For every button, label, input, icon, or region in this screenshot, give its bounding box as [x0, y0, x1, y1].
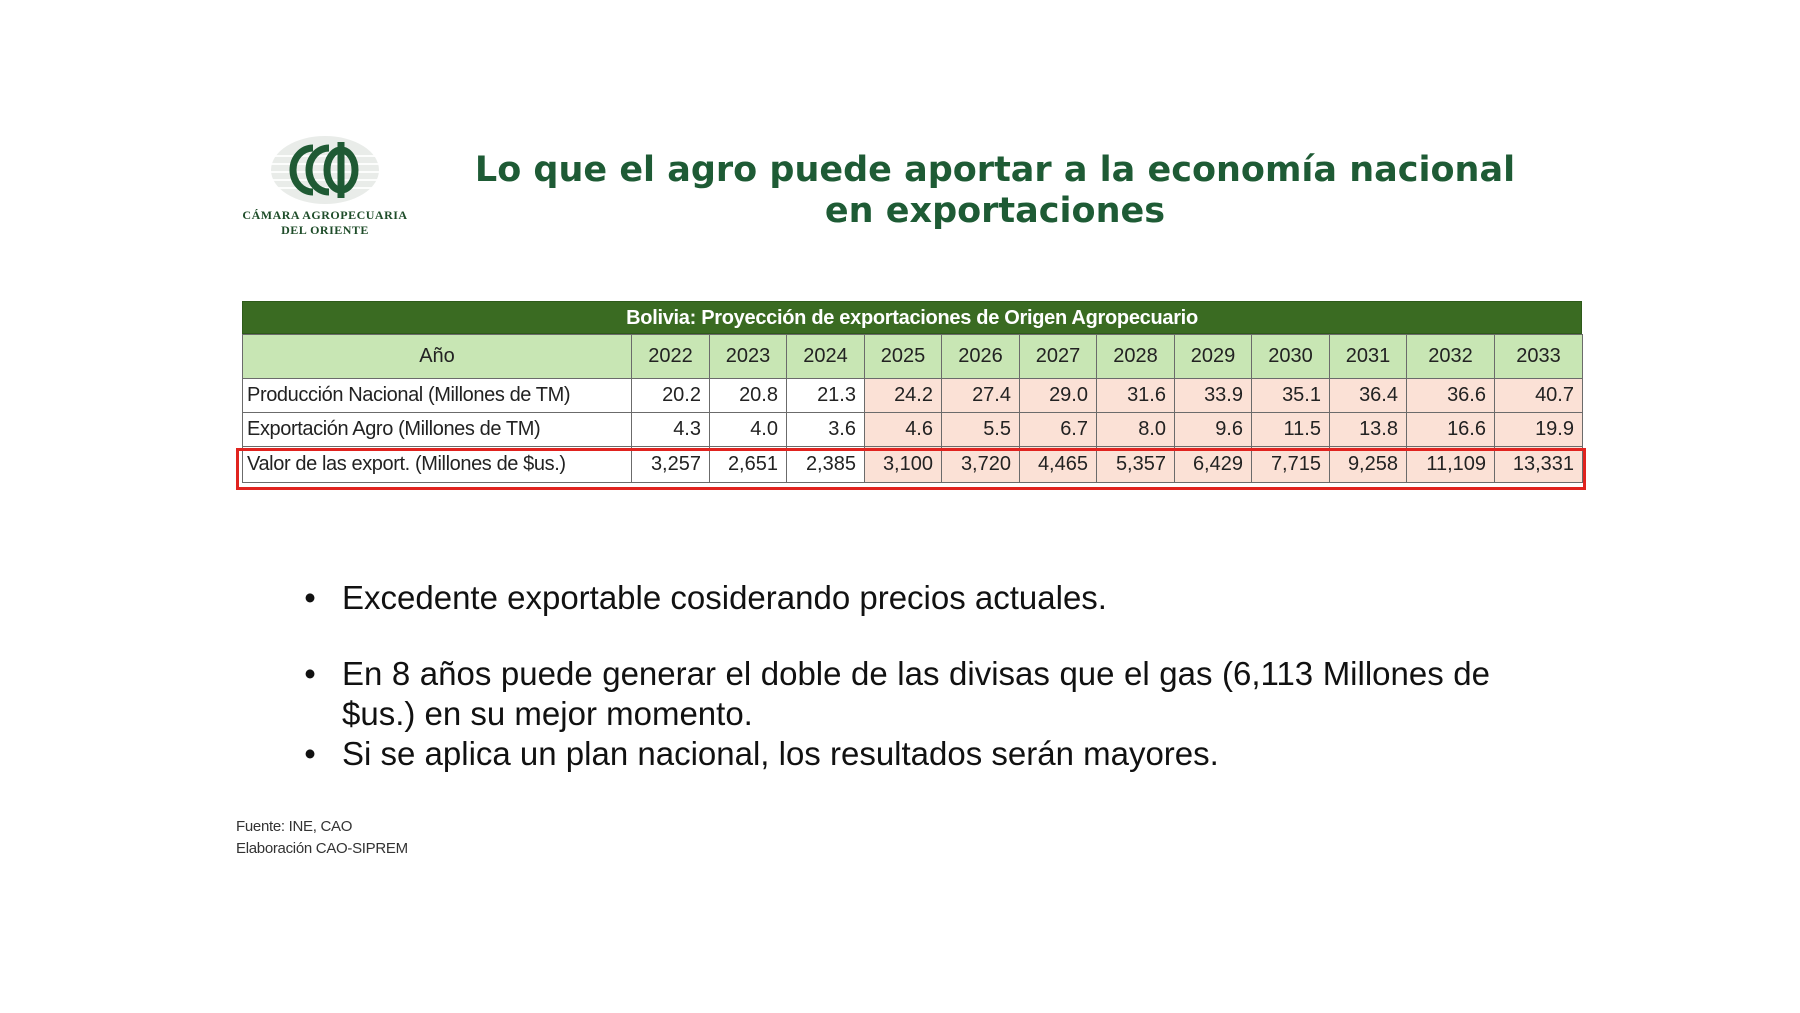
header-year: 2024 — [787, 335, 865, 379]
table-header-row — [243, 335, 1583, 379]
row-label: Valor de las export. (Millones de $us.) — [243, 447, 632, 483]
header-year: 2029 — [1175, 335, 1252, 379]
projection-table-container — [242, 301, 1582, 483]
slide-title-line-2: en exportaciones — [824, 191, 1166, 231]
cao-emblem-icon — [269, 132, 381, 208]
bullet-dot-icon: • — [304, 735, 316, 772]
table-cell: 21.3 — [787, 379, 865, 413]
row-label: Producción Nacional (Millones de TM) — [243, 379, 632, 413]
table-cell-projected: 4,465 — [1020, 447, 1097, 483]
bullet-item — [300, 654, 1490, 734]
bullet-text: Excedente exportable cosiderando precios actuales. — [342, 579, 1107, 616]
table-cell-projected: 24.2 — [865, 379, 942, 413]
header-year-label: Año — [243, 335, 632, 379]
header-year: 2030 — [1252, 335, 1330, 379]
table-cell-projected: 8.0 — [1097, 413, 1175, 447]
table-cell-projected: 40.7 — [1495, 379, 1583, 413]
table-row-export-value — [243, 447, 1583, 483]
table-cell-projected: 16.6 — [1407, 413, 1495, 447]
credits-line: Elaboración CAO-SIPREM — [236, 840, 408, 857]
header-year: 2025 — [865, 335, 942, 379]
header-year: 2026 — [942, 335, 1020, 379]
logo-name-line-1: CÁMARA AGROPECUARIA — [242, 208, 408, 222]
bullet-item — [300, 734, 1490, 774]
table-cell-projected: 9.6 — [1175, 413, 1252, 447]
table-cell-projected: 11.5 — [1252, 413, 1330, 447]
table-cell-projected: 13,331 — [1495, 447, 1583, 483]
table-cell-projected: 9,258 — [1330, 447, 1407, 483]
logo-name-line-2: DEL ORIENTE — [281, 223, 369, 237]
table-cell-projected: 3,100 — [865, 447, 942, 483]
table-caption: Bolivia: Proyección de exportaciones de Origen Agropecuario — [242, 301, 1582, 334]
bullet-list — [300, 578, 1490, 774]
source-line: Fuente: INE, CAO — [236, 818, 353, 835]
header-year: 2031 — [1330, 335, 1407, 379]
table-cell-projected: 29.0 — [1020, 379, 1097, 413]
bullet-dot-icon: • — [304, 655, 316, 692]
table-row-production — [243, 379, 1583, 413]
source-note — [236, 816, 408, 860]
row-label: Exportación Agro (Millones de TM) — [243, 413, 632, 447]
table-cell: 3,257 — [632, 447, 710, 483]
table-cell: 4.3 — [632, 413, 710, 447]
header-year: 2032 — [1407, 335, 1495, 379]
bullet-text: En 8 años puede generar el doble de las divisas que el gas (6,113 Millones de $us.) en su mejor momento. — [342, 655, 1490, 732]
header-year: 2027 — [1020, 335, 1097, 379]
table-cell-projected: 5,357 — [1097, 447, 1175, 483]
table-cell-projected: 7,715 — [1252, 447, 1330, 483]
table-cell-projected: 27.4 — [942, 379, 1020, 413]
header-year: 2023 — [710, 335, 787, 379]
slide-title-line-1: Lo que el agro puede aportar a la economía nacional — [474, 150, 1516, 190]
header-year: 2033 — [1495, 335, 1583, 379]
table-cell-projected: 35.1 — [1252, 379, 1330, 413]
table-cell-projected: 13.8 — [1330, 413, 1407, 447]
table-cell: 4.0 — [710, 413, 787, 447]
table-cell-projected: 33.9 — [1175, 379, 1252, 413]
cao-logo — [230, 132, 420, 252]
table-cell-projected: 5.5 — [942, 413, 1020, 447]
table-cell-projected: 36.4 — [1330, 379, 1407, 413]
table-cell-projected: 6.7 — [1020, 413, 1097, 447]
bullet-text: Si se aplica un plan nacional, los resultados serán mayores. — [342, 735, 1219, 772]
table-cell-projected: 19.9 — [1495, 413, 1583, 447]
table-cell: 2,651 — [710, 447, 787, 483]
table-cell: 2,385 — [787, 447, 865, 483]
header-year: 2022 — [632, 335, 710, 379]
table-cell-projected: 11,109 — [1407, 447, 1495, 483]
header-year: 2028 — [1097, 335, 1175, 379]
table-cell: 20.8 — [710, 379, 787, 413]
table-cell-projected: 31.6 — [1097, 379, 1175, 413]
projection-table — [242, 334, 1583, 483]
table-cell-projected: 6,429 — [1175, 447, 1252, 483]
table-cell-projected: 3,720 — [942, 447, 1020, 483]
bullet-item — [300, 578, 1490, 618]
table-cell-projected: 4.6 — [865, 413, 942, 447]
table-cell: 3.6 — [787, 413, 865, 447]
table-cell: 20.2 — [632, 379, 710, 413]
slide-title — [440, 150, 1550, 232]
bullet-dot-icon: • — [304, 579, 316, 616]
table-row-exports-volume — [243, 413, 1583, 447]
table-cell-projected: 36.6 — [1407, 379, 1495, 413]
